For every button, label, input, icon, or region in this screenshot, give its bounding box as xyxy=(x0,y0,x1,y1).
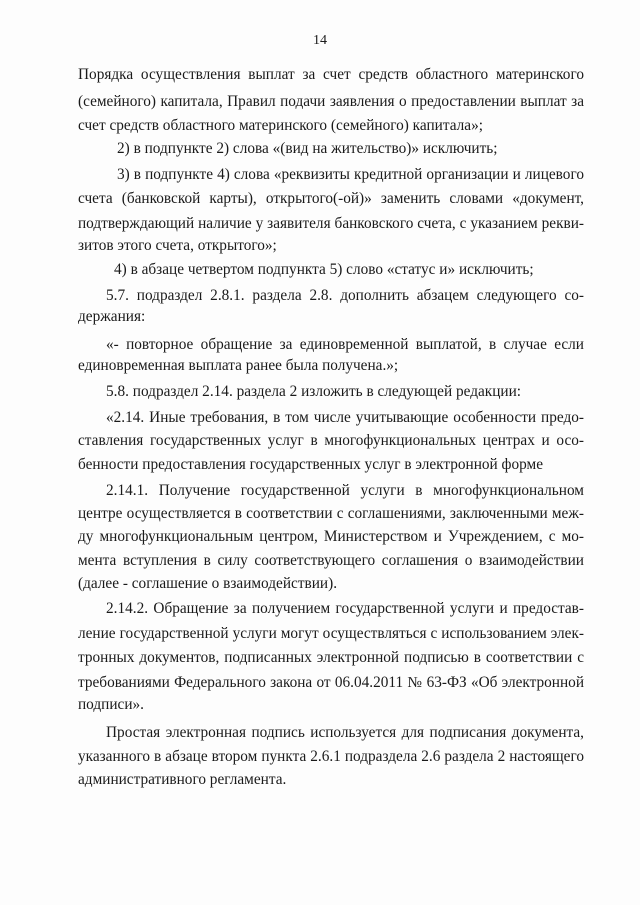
text-line: «- повторное обращение за единовременной выплатой, в случае если xyxy=(106,336,584,353)
text-line: счета (банковской карты), открытого(-ой)» заменить словами «документ, xyxy=(78,190,584,207)
text-line: Простая электронная подпись используется для подписания документа, xyxy=(106,724,584,741)
text-line: указанного в абзаце втором пункта 2.6.1 подраздела 2.6 раздела 2 настоящего xyxy=(78,748,584,765)
text-line: 3) в подпункте 4) слова «реквизиты кредитной организации и лицевого xyxy=(117,166,584,183)
text-line: держания: xyxy=(78,308,146,325)
text-line: мента вступления в силу соответствующего соглашения о взаимодействии xyxy=(78,552,584,569)
text-line: ставления государственных услуг в многофункциональных центрах и осо- xyxy=(78,432,584,449)
text-line: 2.14.2. Обращение за получением государственной услуги и предостав- xyxy=(106,600,584,617)
text-line: подтверждающий наличие у заявителя банковского счета, с указанием рекви- xyxy=(78,215,584,232)
text-line: (семейного) капитала, Правил подачи заявления о предоставлении выплат за xyxy=(78,93,584,110)
text-line: счет средств областного материнского (семейного) капитала»; xyxy=(78,117,483,134)
text-line: единовременная выплата ранее была получена.»; xyxy=(78,357,399,374)
text-line: «2.14. Иные требования, в том числе учитывающие особенности предо- xyxy=(106,409,584,426)
text-line: 5.8. подраздел 2.14. раздела 2 изложить в следующей редакции: xyxy=(106,383,522,400)
text-line: требованиями Федерального закона от 06.04.2011 № 63-ФЗ «Об электронной xyxy=(78,674,584,691)
text-line: 2) в подпункте 2) слова «(вид на жительство)» исключить; xyxy=(117,140,498,157)
text-line: бенности предоставления государственных услуг в электронной форме xyxy=(78,456,544,473)
text-line: ду многофункциональным центром, Министерством и Учреждением, с мо- xyxy=(78,528,584,545)
text-line: 5.7. подраздел 2.8.1. раздела 2.8. дополнить абзацем следующего со- xyxy=(106,287,584,304)
page-number: 14 xyxy=(313,33,327,48)
text-line: административного регламента. xyxy=(78,771,287,788)
text-line: 2.14.1. Получение государственной услуги в многофункциональном xyxy=(106,482,584,499)
text-line: ление государственной услуги могут осуществляться с использованием элек- xyxy=(78,625,584,642)
text-line: 4) в абзаце четвертом подпункта 5) слово «статус и» исключить; xyxy=(114,261,534,278)
text-line: центре осуществляется в соответствии с соглашениями, заключенными меж- xyxy=(78,505,584,522)
text-line: тронных документов, подписанных электронной подписью в соответствии с xyxy=(78,649,584,666)
text-line: подписи». xyxy=(78,696,144,713)
text-line: Порядка осуществления выплат за счет средств областного материнского xyxy=(78,66,584,83)
text-line: зитов этого счета, открытого»; xyxy=(78,237,277,254)
text-line: (далее - соглашение о взаимодействии). xyxy=(78,575,338,592)
